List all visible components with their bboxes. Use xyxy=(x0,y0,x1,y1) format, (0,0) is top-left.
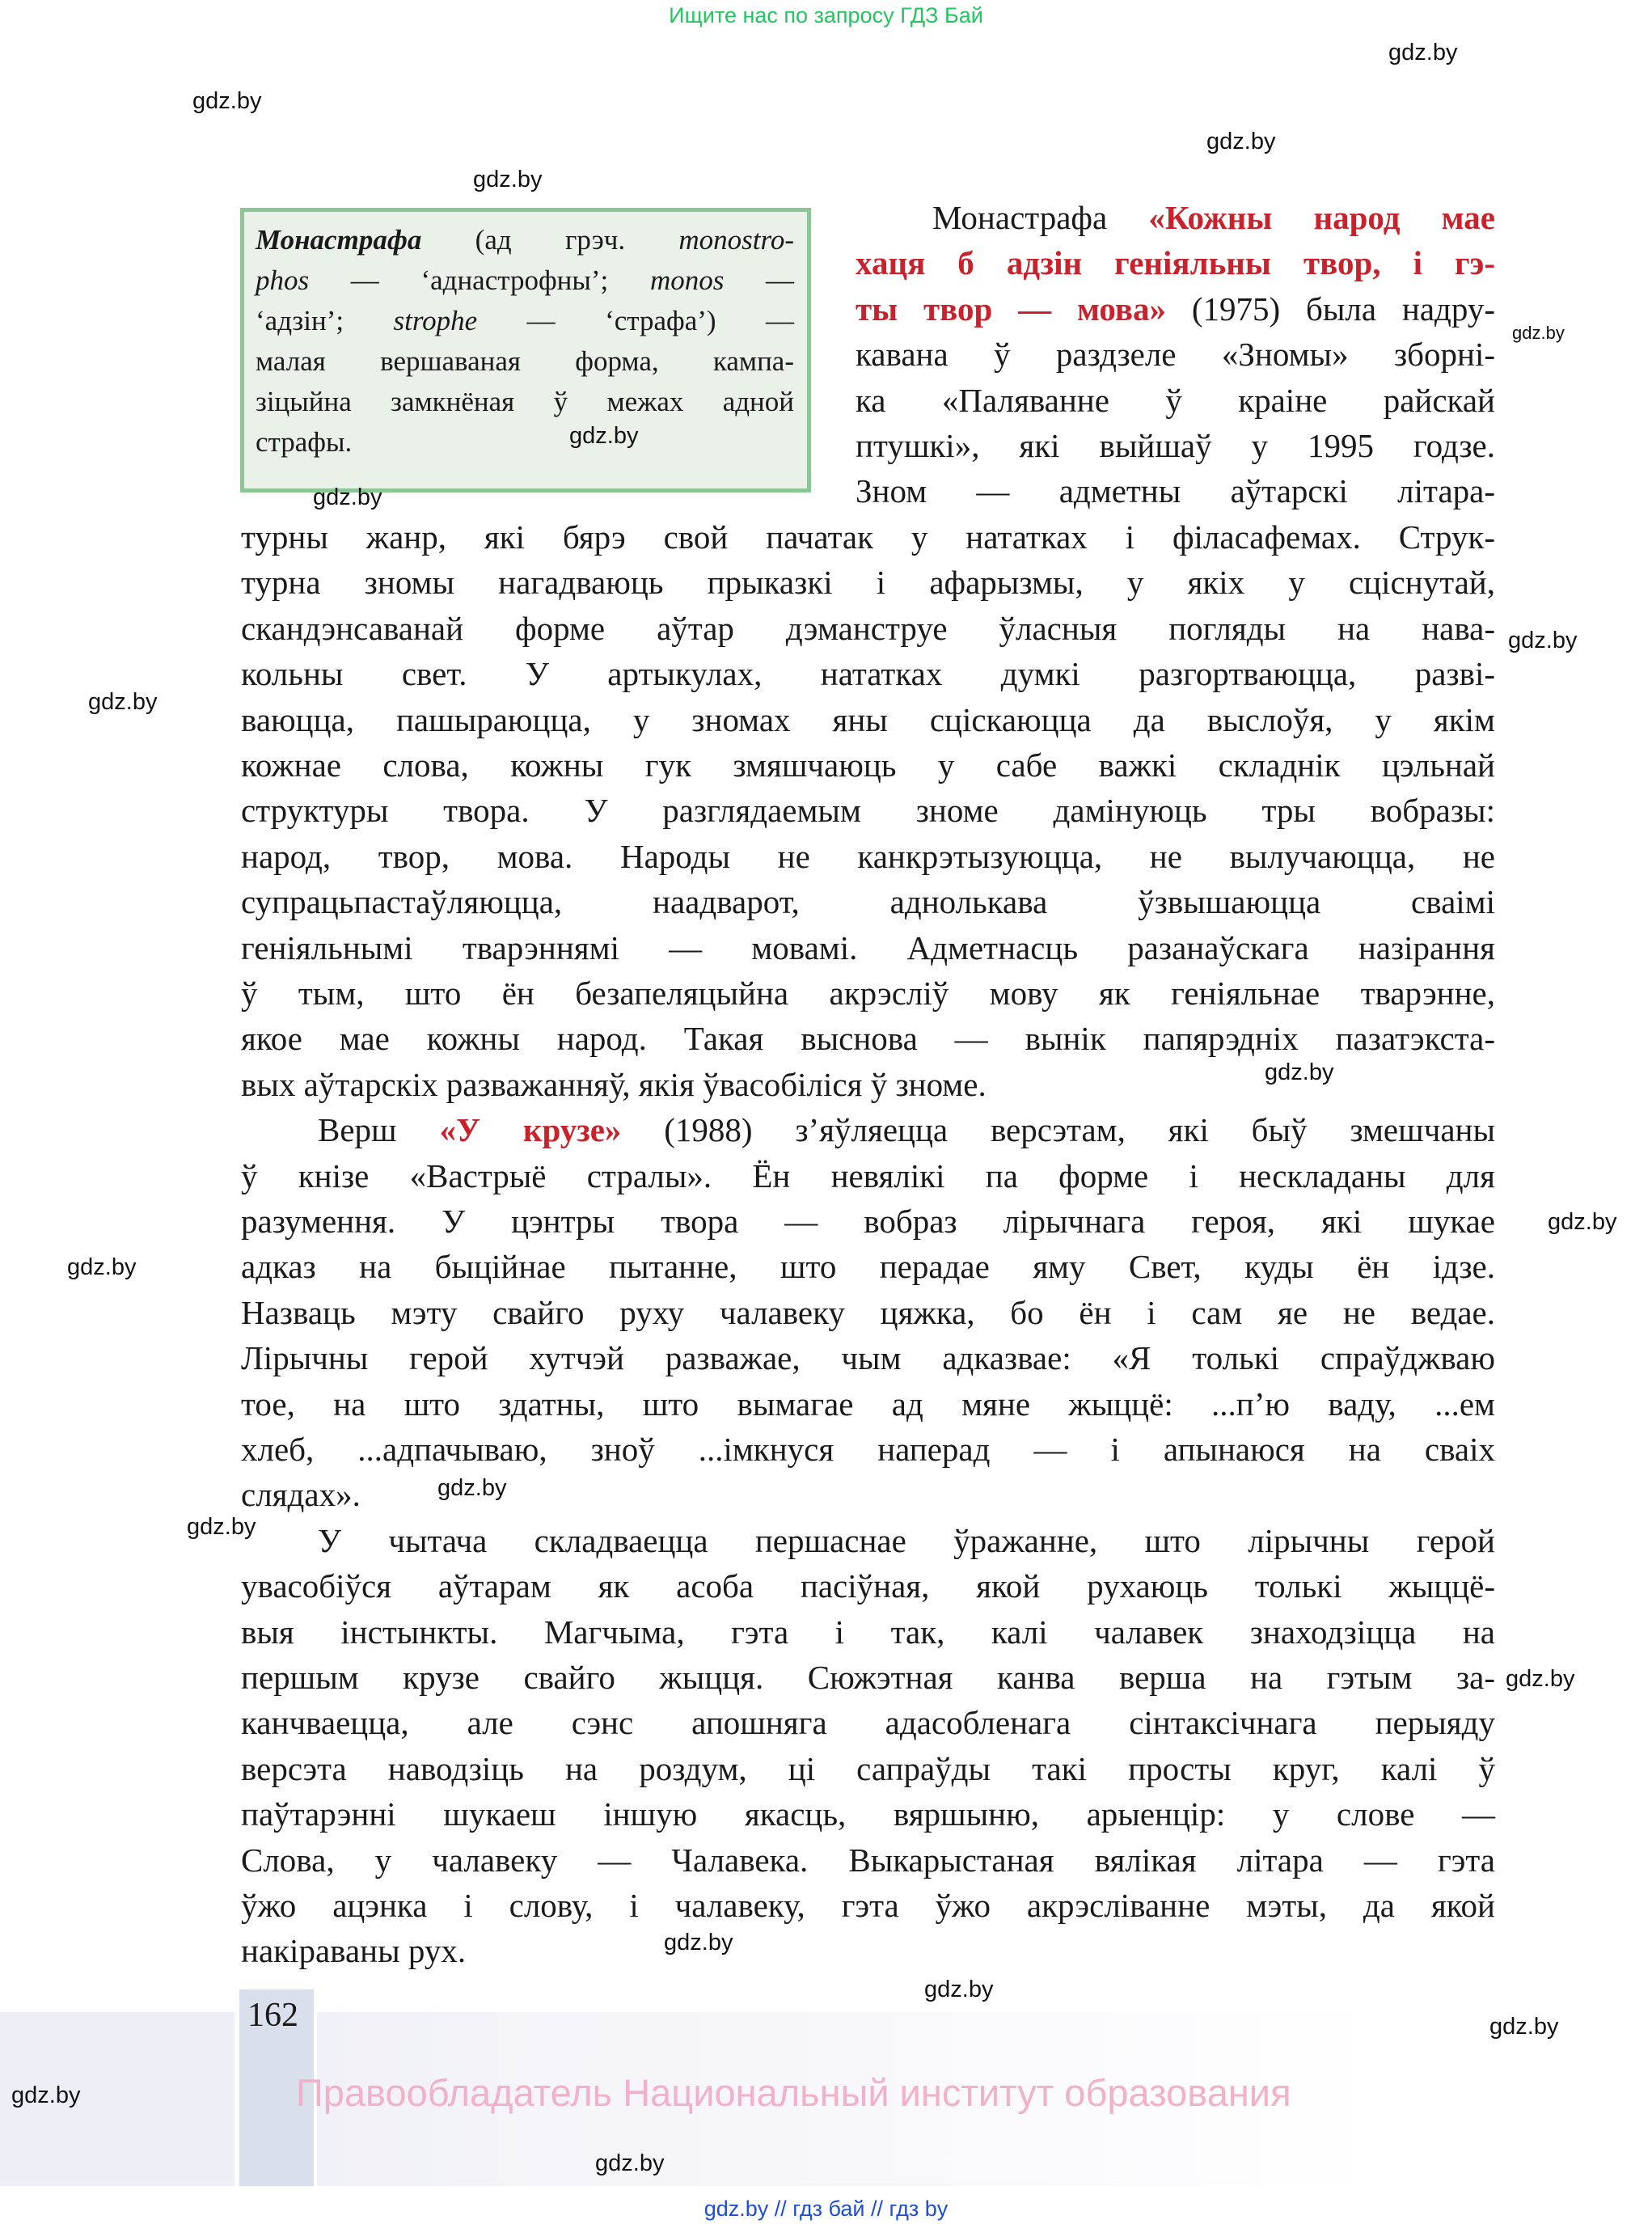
text-line xyxy=(241,1290,1495,1335)
text-segment: У чытача складваецца першаснае ўражанне, што лірычны герой xyxy=(318,1521,1495,1559)
text-line xyxy=(241,1153,1495,1199)
text-segment: турны жанр, які бярэ свой пачатак у нататках і філасафемах. Струк- xyxy=(241,518,1495,556)
text-segment: ‘адзін’; xyxy=(256,305,394,336)
text-line xyxy=(932,195,1495,240)
text-line xyxy=(856,286,1495,332)
text-line xyxy=(241,1700,1495,1745)
term-heading: Монастрафа xyxy=(256,224,422,256)
watermark: gdz.by xyxy=(11,2082,81,2108)
watermark: gdz.by xyxy=(473,167,543,192)
text-segment: тое, на што здатны, што вымагае ад мяне жыццё: ...п’ю ваду, ...ем xyxy=(241,1385,1495,1423)
text-segment: версэта наводзіць на роздум, ці сапраўды такі просты круг, калі ў xyxy=(241,1749,1495,1787)
watermark: gdz.by xyxy=(192,88,262,114)
text-segment: увасобіўся аўтарам як асоба пасіўная, якой рухаюць толькі жыццё- xyxy=(241,1567,1495,1605)
text-segment: якое мае кожны народ. Такая выснова — вынік папярэдніх пазатэкста- xyxy=(241,1020,1495,1058)
text-segment: народ, твор, мова. Народы не канкрэтызуюцца, не вылучаюцца, не xyxy=(241,837,1495,875)
text-line xyxy=(856,378,1495,423)
text-segment: канчваецца, але сэнс апошняга адасобленага сінтаксічнага перыяду xyxy=(241,1704,1495,1742)
text-line xyxy=(856,468,1495,514)
text-segment: кольны свет. У артыкулах, нататках думкі разгортваюцца, разві- xyxy=(241,655,1495,693)
copyright-notice: Правообладатель Национальный институт образования xyxy=(296,2071,1291,2114)
bottom-links[interactable]: gdz.by // гдз бай // гдз by xyxy=(703,2197,949,2221)
text-segment: ў тым, што ён безапеляцыйна акрэсліў мову як геніяльнае тварэнне, xyxy=(241,975,1495,1012)
text-line xyxy=(241,1928,466,1973)
text-segment: strophe xyxy=(393,305,478,336)
text-segment: скандэнсаванай форме аўтар дэманструе ўласныя погляды на нава- xyxy=(241,609,1495,647)
watermark: gdz.by xyxy=(313,484,382,510)
text-segment: Лірычны герой хутчэй разважае, чым адказвае: «Я толькі спраўджваю xyxy=(241,1339,1495,1377)
text-line xyxy=(856,332,1495,377)
watermark: gdz.by xyxy=(1388,40,1458,66)
text-line xyxy=(241,697,1495,742)
text-segment: вых аўтарскіх разважанняў, якія ўвасобіліся ў зноме. xyxy=(241,1065,987,1103)
watermark: gdz.by xyxy=(1508,628,1578,653)
text-line xyxy=(241,1427,1495,1472)
text-segment: ў кнізе «Вастрыё стралы». Ён невялікі па форме і нескладаны для xyxy=(241,1156,1495,1194)
text-segment: Верш xyxy=(318,1111,440,1149)
text-line xyxy=(241,788,1495,833)
text-segment: ка «Паляванне ў краіне райскай xyxy=(856,381,1495,419)
text-line xyxy=(241,1655,1495,1700)
text-line xyxy=(241,1244,1495,1289)
watermark: gdz.by xyxy=(1506,1666,1575,1692)
text-segment: Зном — адметны аўтарскі літара- xyxy=(856,472,1495,510)
search-hint-link[interactable]: Ищите нас по запросу ГДЗ Бай xyxy=(669,3,983,27)
text-line xyxy=(241,925,1495,970)
text-line xyxy=(241,560,1495,605)
page-number: 162 xyxy=(247,1997,298,2034)
text-segment: ваюцца, пашыраюцца, у зномах яны сціскаюцца да выслоўя, у якім xyxy=(241,700,1495,738)
text-segment: геніяльнымі тварэннямі — мовамі. Адметнасць разанаўскага назірання xyxy=(241,928,1495,966)
text-line xyxy=(241,1199,1495,1244)
watermark: gdz.by xyxy=(664,1930,733,1956)
text-segment: Монастрафа xyxy=(932,199,1149,236)
watermark: gdz.by xyxy=(187,1514,256,1540)
text-segment: ўжо ацэнка і слову, і чалавеку, гэта ўжо акрэсліванне мэты, да якой xyxy=(241,1887,1495,1924)
text-segment: слядах». xyxy=(241,1476,361,1514)
title-highlight: ты твор — мова» xyxy=(856,290,1166,328)
text-segment: супрацьпастаўляюцца, наадварот, аднолькава ўзвышаюцца сваімі xyxy=(241,883,1495,921)
text-line xyxy=(241,1837,1495,1883)
watermark: gdz.by xyxy=(924,1977,994,2002)
title-highlight: «У крузе» xyxy=(439,1111,622,1149)
text-segment: накіраваны рух. xyxy=(241,1932,467,1970)
watermark: gdz.by xyxy=(1548,1209,1617,1235)
text-segment: адказ на быційнае пытанне, што перадае яму Свет, куды ён ідзе. xyxy=(241,1248,1495,1286)
text-line xyxy=(241,879,1495,924)
definition-box xyxy=(240,208,811,493)
text-line xyxy=(241,1563,1495,1609)
text-line xyxy=(256,301,794,341)
text-line xyxy=(241,1883,1495,1928)
text-segment: — ‘страфа’) — xyxy=(477,305,794,336)
text-line xyxy=(241,651,1495,696)
text-segment: monostro- xyxy=(678,224,794,256)
watermark: gdz.by xyxy=(437,1475,507,1501)
text-line xyxy=(241,970,1495,1016)
text-segment: Слова, у чалавеку — Чалавека. Выкарыстаная вялікая літара — гэта xyxy=(241,1841,1495,1879)
text-segment: хлеб, ...адпачываю, зноў ...імкнуся наперад — і апынаюся на сваіх xyxy=(241,1431,1495,1468)
text-segment: зіцыйна замкнёная ў межах адной xyxy=(256,386,794,417)
text-segment: (1975) была надру- xyxy=(1166,290,1496,328)
text-line xyxy=(241,1746,1495,1791)
watermark: gdz.by xyxy=(569,423,639,449)
text-segment: (ад грэч. xyxy=(421,224,679,256)
text-line xyxy=(241,742,1495,788)
text-segment: — ‘аднастрофны’; xyxy=(309,264,650,296)
text-segment: phos xyxy=(256,264,310,296)
text-segment: кожнае слова, кожны гук змяшчаюць у сабе важкі складнік цэльнай xyxy=(241,746,1495,784)
text-segment: кавана ў раздзеле «Зномы» зборні- xyxy=(856,336,1495,374)
text-line xyxy=(256,220,794,260)
text-line xyxy=(241,1381,1495,1427)
text-line xyxy=(256,422,352,463)
text-segment: Назваць мэту свайго руху чалавеку цяжка, бо ён і сам яе не ведае. xyxy=(241,1293,1495,1331)
text-line xyxy=(241,1062,987,1107)
watermark: gdz.by xyxy=(67,1254,137,1280)
text-line xyxy=(256,260,794,301)
text-line xyxy=(241,834,1495,879)
watermark: gdz.by xyxy=(595,2150,665,2176)
watermark: gdz.by xyxy=(1489,2014,1559,2040)
watermark: gdz.by xyxy=(1206,129,1276,154)
text-line xyxy=(318,1518,1495,1563)
text-line xyxy=(256,341,794,382)
text-segment: monos xyxy=(649,264,725,296)
text-line xyxy=(241,606,1495,651)
text-segment: турна зномы нагадваюць прыказкі і афарызмы, у якіх у сціснутай, xyxy=(241,564,1495,602)
text-segment: — xyxy=(724,264,795,296)
text-line xyxy=(856,240,1495,285)
text-line xyxy=(241,1609,1495,1655)
text-segment: страфы. xyxy=(256,426,353,458)
text-line xyxy=(241,1472,361,1517)
text-line xyxy=(318,1107,1495,1152)
text-line xyxy=(241,1016,1495,1061)
title-highlight: хаця б адзін геніяльны твор, і гэ- xyxy=(856,244,1495,282)
text-line xyxy=(256,382,794,422)
text-segment: структуры твора. У разглядаемым зноме дамінуюць тры вобразы: xyxy=(241,792,1495,830)
text-segment: першым крузе свайго жыцця. Сюжэтная канва верша на гэтым за- xyxy=(241,1659,1495,1696)
text-line xyxy=(856,423,1495,468)
title-highlight: «Кожны народ мае xyxy=(1148,199,1495,236)
text-line xyxy=(241,514,1495,560)
text-segment: выя інстынкты. Магчыма, гэта і так, калі чалавек знаходзіцца на xyxy=(241,1613,1495,1651)
watermark: gdz.by xyxy=(1512,323,1565,343)
text-segment: (1988) з’яўляецца версэтам, які быў змешчаны xyxy=(621,1111,1496,1149)
text-segment: паўтарэнні шукаеш іншую якасць, вяршыню, арыенцір: у слове — xyxy=(241,1795,1495,1833)
text-segment: разумення. У цэнтры твора — вобраз лірычнага героя, які шукае xyxy=(241,1203,1495,1240)
text-line xyxy=(241,1791,1495,1837)
text-segment: птушкі», які выйшаў у 1995 годзе. xyxy=(856,427,1495,464)
text-segment: малая вершаваная форма, кампа- xyxy=(256,345,794,377)
watermark: gdz.by xyxy=(1265,1059,1334,1085)
text-line xyxy=(241,1335,1495,1380)
watermark: gdz.by xyxy=(88,689,158,715)
